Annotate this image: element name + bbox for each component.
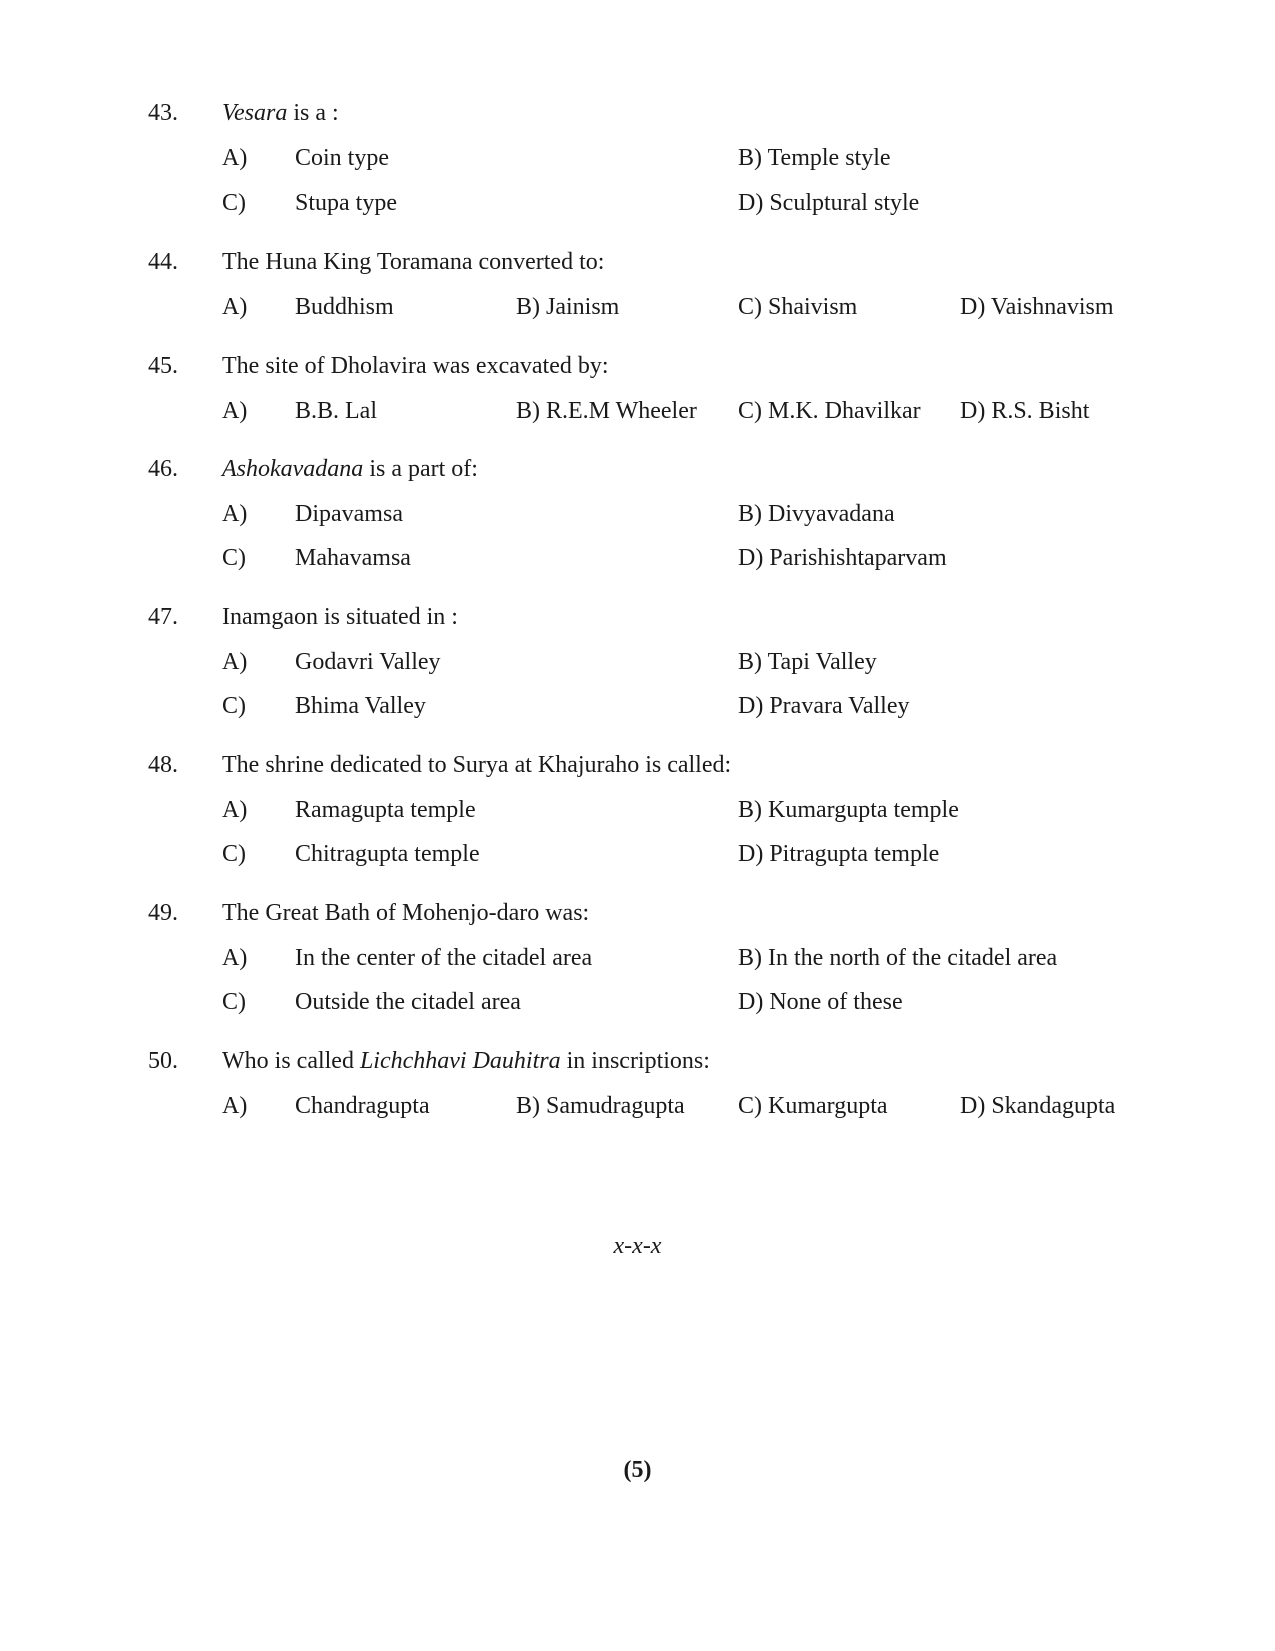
question-number: 43. <box>148 100 178 126</box>
option-row <box>0 501 1275 531</box>
option-a: In the center of the citadel area <box>295 945 593 971</box>
option-label: A) <box>222 1093 248 1119</box>
option-c: Stupa type <box>295 190 397 216</box>
option-row <box>0 841 1275 871</box>
option-c: Chitragupta temple <box>295 841 480 867</box>
option-label: A) <box>222 501 248 527</box>
option-label: A) <box>222 649 248 675</box>
question-number: 47. <box>148 604 178 630</box>
question-prompt: The Great Bath of Mohenjo-daro was: <box>222 900 590 926</box>
question-prompt: Inamgaon is situated in : <box>222 604 458 630</box>
question-number: 46. <box>148 456 178 482</box>
page-number: (5) <box>623 1457 652 1483</box>
option-d: D) Skandagupta <box>960 1093 1116 1119</box>
option-label: A) <box>222 945 248 971</box>
option-row <box>0 1093 1275 1123</box>
option-a: B.B. Lal <box>295 398 377 424</box>
option-c: C) M.K. Dhavilkar <box>738 398 921 424</box>
option-row <box>0 989 1275 1019</box>
option-b: B) Samudragupta <box>516 1093 685 1119</box>
question-number: 49. <box>148 900 178 926</box>
option-row <box>0 693 1275 723</box>
question-prompt <box>222 100 339 127</box>
option-c: C) Kumargupta <box>738 1093 888 1119</box>
option-row <box>0 145 1275 175</box>
option-row <box>0 398 1275 428</box>
option-label: A) <box>222 294 248 320</box>
option-d: D) Vaishnavism <box>960 294 1114 320</box>
question-prompt: The site of Dholavira was excavated by: <box>222 353 609 379</box>
question-prompt <box>222 1048 710 1075</box>
option-label: C) <box>222 841 246 867</box>
question-prompt: The shrine dedicated to Surya at Khajuraho is called: <box>222 752 732 778</box>
option-a: Dipavamsa <box>295 501 403 527</box>
question-number: 50. <box>148 1048 178 1074</box>
option-b: B) Temple style <box>738 145 891 171</box>
option-b: B) Divyavadana <box>738 501 895 527</box>
question-number: 45. <box>148 353 178 379</box>
option-row <box>0 649 1275 679</box>
option-c: Bhima Valley <box>295 693 426 719</box>
question-number: 44. <box>148 249 178 275</box>
option-row <box>0 294 1275 324</box>
prompt-italic: Vesara <box>222 100 288 126</box>
option-a: Coin type <box>295 145 389 171</box>
option-c: C) Shaivism <box>738 294 858 320</box>
option-d: D) None of these <box>738 989 903 1015</box>
option-label: A) <box>222 797 248 823</box>
option-a: Godavri Valley <box>295 649 441 675</box>
option-a: Chandragupta <box>295 1093 430 1119</box>
option-c: Outside the citadel area <box>295 989 521 1015</box>
option-d: D) Parishishtaparvam <box>738 545 947 571</box>
option-b: B) In the north of the citadel area <box>738 945 1058 971</box>
option-b: B) Tapi Valley <box>738 649 877 675</box>
option-row <box>0 190 1275 220</box>
end-mark: x-x-x <box>613 1233 662 1259</box>
option-row <box>0 945 1275 975</box>
option-label: C) <box>222 989 246 1015</box>
question-prompt: The Huna King Toramana converted to: <box>222 249 605 275</box>
option-d: D) Pitragupta temple <box>738 841 940 867</box>
question-number: 48. <box>148 752 178 778</box>
option-b: B) Jainism <box>516 294 620 320</box>
option-d: D) Pravara Valley <box>738 693 910 719</box>
question-prompt <box>222 456 478 483</box>
option-row <box>0 797 1275 827</box>
option-d: D) Sculptural style <box>738 190 920 216</box>
option-b: B) Kumargupta temple <box>738 797 959 823</box>
prompt-italic: Lichchhavi Dauhitra <box>359 1048 561 1074</box>
prompt-rest: is a : <box>287 100 339 126</box>
prompt-italic: Ashokavadana <box>222 456 364 482</box>
option-d: D) R.S. Bisht <box>960 398 1090 424</box>
option-row <box>0 545 1275 575</box>
option-label: A) <box>222 398 248 424</box>
option-label: C) <box>222 693 246 719</box>
option-label: A) <box>222 145 248 171</box>
option-label: C) <box>222 190 246 216</box>
option-a: Buddhism <box>295 294 394 320</box>
option-c: Mahavamsa <box>295 545 411 571</box>
option-b: B) R.E.M Wheeler <box>516 398 697 424</box>
option-label: C) <box>222 545 246 571</box>
prompt-pre: Who is called <box>222 1048 360 1074</box>
prompt-rest: is a part of: <box>363 456 478 482</box>
prompt-rest: in inscriptions: <box>560 1048 710 1074</box>
option-a: Ramagupta temple <box>295 797 476 823</box>
